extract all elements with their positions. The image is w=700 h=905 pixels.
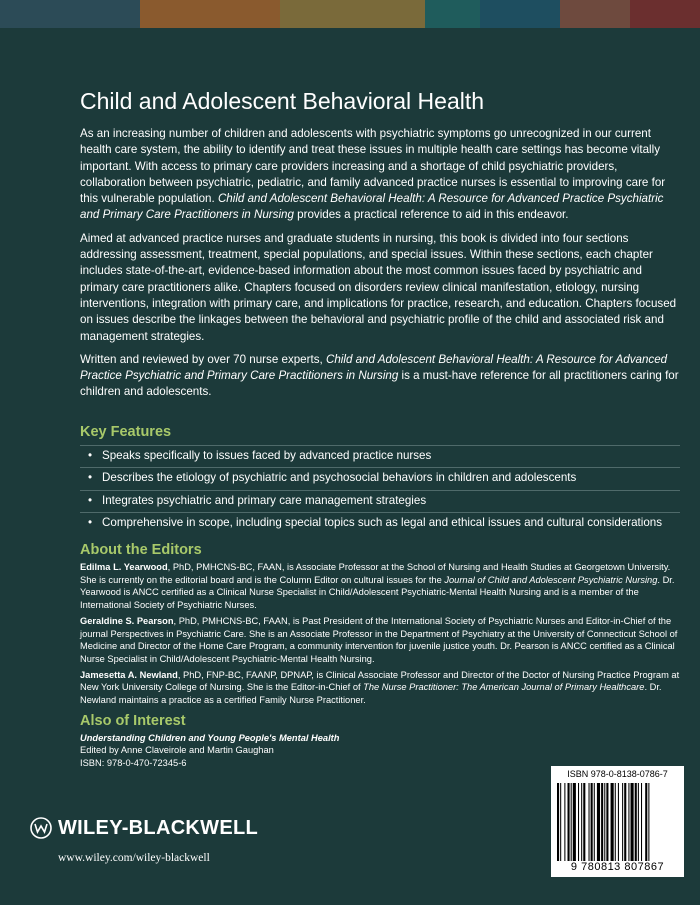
journal-italic: The Nurse Practitioner: The American Journal of Primary Healthcare xyxy=(363,682,645,693)
color-block xyxy=(140,0,280,28)
also-of-interest xyxy=(80,732,339,769)
barcode-panel xyxy=(551,766,684,877)
color-block xyxy=(480,0,560,28)
list-item: • Comprehensive in scope, including special topics such as legal and ethical issues and cultural considerations xyxy=(80,512,680,534)
publisher-url: www.wiley.com/wiley-blackwell xyxy=(58,852,210,864)
text-span: is a must-have reference for all practitioners caring for children and adolescents. xyxy=(80,369,679,399)
color-block xyxy=(0,0,140,28)
editors-bios xyxy=(80,561,680,710)
text-span: . Dr. Yearwood is ANCC certified as a Clinical Nurse Specialist in Child/Adolescent Psychiatric-Mental Health Nursing and is a member of the International Society of Psychiatric Nurses. xyxy=(80,574,675,611)
publisher-logo xyxy=(30,815,258,841)
color-block xyxy=(630,0,700,28)
list-item: • Speaks specifically to issues faced by advanced practice nurses xyxy=(80,445,680,467)
related-book-title-text: Understanding Children and Young People's Mental Health xyxy=(80,733,340,743)
editor-name: Geraldine S. Pearson xyxy=(80,615,174,626)
text-span: As an increasing number of children and adolescents with psychiatric symptoms go unrecognized in our current health care system, the ability to identify and treat these issues in multiple health care settings has become vitally important. With access to primary care providers increasing and a shortage of child psychiatric providers, collaboration between psychiatric, pediatric, and family advanced practice nurses is essential to improving care for this vulnerable population. xyxy=(80,127,666,206)
related-book-editors: Edited by Anne Claveirole and Martin Gaughan xyxy=(80,745,274,756)
barcode-icon xyxy=(557,783,678,861)
editor-name: Jamesetta A. Newland xyxy=(80,669,178,680)
description xyxy=(80,126,680,408)
intro-paragraph-2: Aimed at advanced practice nurses and graduate students in nursing, this book is divided into four sections addressing assessment, treatment, special populations, and special issues. Within these sections, each chapter includes state-of-the-art, evidence-based information about the most common issues faced by psychiatric and primary care practitioners alike. Chapters focused on disorders review clinical manifestation, etiology, nursing interventions, integration with primary care, and implications for practice, research, and education. Chapters focused on issues describe the linkages between the behavioral and psychiatric profile of the child and associated risk and management strategies. xyxy=(80,231,677,343)
list-item: • Integrates psychiatric and primary care management strategies xyxy=(80,490,680,512)
text-span: Written and reviewed by over 70 nurse experts, xyxy=(80,352,326,366)
isbn-label: ISBN 978-0-8138-0786-7 xyxy=(567,769,668,779)
top-color-bar xyxy=(0,0,700,28)
color-block xyxy=(425,0,480,28)
color-block xyxy=(560,0,630,28)
journal-italic: Journal of Child and Adolescent Psychiatric Nursing xyxy=(444,574,658,585)
intro-paragraph-3 xyxy=(80,352,680,401)
book-title: Child and Adolescent Behavioral Health xyxy=(80,88,485,114)
about-editors-heading: About the Editors xyxy=(80,542,202,558)
wiley-logo-icon xyxy=(30,817,52,839)
related-book-isbn: ISBN: 978-0-470-72345-6 xyxy=(80,757,187,768)
book-title-italic: Child and Adolescent Behavioral Health: A Resource for Advanced Practice Psychiatric and Primary Care Practitioners in Nursing xyxy=(80,352,668,383)
editor-bio xyxy=(80,615,680,666)
text-span: , PhD, PMHCNS-BC, FAAN, is Associate Professor at the School of Nursing and Health Studies at Georgetown University. She is currently on the editorial board and is the Column Editor on cultural issues for the xyxy=(80,562,671,585)
book-title-italic: Child and Adolescent Behavioral Health: A Resource for Advanced Practice Psychiatric and Primary Care Practitioners in Nursing xyxy=(80,192,664,222)
barcode-digits: 9 780813 807867 xyxy=(570,861,665,873)
text-span: , PhD, FNP-BC, FAANP, DPNAP, is Clinical Associate Professor and Director of the Doctor of Nursing Practice Program at New York University College of Nursing. She is the Editor-in-Chief of xyxy=(80,669,680,693)
key-features-list xyxy=(80,445,680,534)
key-features-heading: Key Features xyxy=(80,424,172,440)
intro-paragraph-1 xyxy=(80,126,680,224)
editor-bio xyxy=(80,669,680,707)
list-item: • Describes the etiology of psychiatric and psychosocial behaviors in children and adolescents xyxy=(80,467,680,489)
publisher-name: WILEY-BLACKWELL xyxy=(58,816,259,839)
editor-name: Edilma L. Yearwood xyxy=(80,562,168,572)
text-span: provides a practical reference to aid in this endeavor. xyxy=(293,208,569,222)
editor-bio xyxy=(80,561,680,612)
color-block xyxy=(280,0,425,28)
text-span: . Dr. Newland maintains a practice as a certified Family Nurse Practitioner. xyxy=(80,682,662,706)
related-book-title xyxy=(80,732,339,744)
text-span: , PhD, PMHCNS-BC, FAAN, is Past President of the International Society of Psychiatric Nurses and Editor-in-Chief of the journal Perspectives in Psychiatric Care. She is an Associate Professor in the Department of Psychiatry at the University of Connecticut School of Medicine and Director of the Home Care Program, a community intervention for juvenile justice youth. Dr. Pearson is ANCC certified as a Clinical Nurse Specialist in Child/Adolescent Psychiatric-Mental Health Nursing. xyxy=(80,615,678,664)
also-of-interest-heading: Also of Interest xyxy=(80,713,186,729)
